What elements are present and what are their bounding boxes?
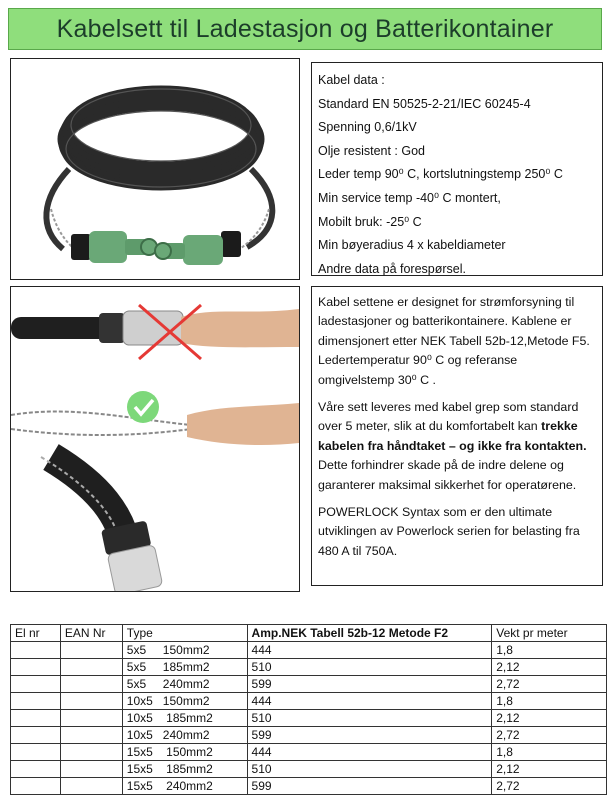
table-cell [60,761,122,778]
table-cell: 15x5 150mm2 [122,744,247,761]
table-cell [11,761,61,778]
cable-coil-illustration [11,59,299,279]
product-table [10,624,607,795]
title-banner [8,8,602,50]
table-row [11,778,607,795]
table-cell: 510 [247,659,492,676]
table-row [11,659,607,676]
table-cell [60,642,122,659]
table-cell: 599 [247,676,492,693]
table-cell: 5x5 150mm2 [122,642,247,659]
table-header-row [11,625,607,642]
table-cell: 599 [247,778,492,795]
usage-illustration-image [10,286,300,592]
right-connector [155,231,241,265]
table-row [11,744,607,761]
table-row [11,642,607,659]
table-cell [60,693,122,710]
table-cell [11,778,61,795]
table-cell: 2,72 [492,727,607,744]
table-cell: 510 [247,710,492,727]
table-cell: 599 [247,727,492,744]
description-text: Våre sett leveres med kabel grep som standard over 5 meter, slik at du komfortabelt kan [318,400,579,434]
table-cell [11,727,61,744]
table-cell [11,744,61,761]
table-cell: 2,12 [492,761,607,778]
spec-line: Standard EN 50525-2-21/IEC 60245-4 [318,96,531,111]
table-cell [11,659,61,676]
spec-line: Andre data på forespørsel. [318,261,466,276]
description-paragraph-2 [318,398,596,495]
description-box [311,286,603,586]
table-cell: 1,8 [492,693,607,710]
spec-line: Mobilt bruk: -25⁰ C [318,214,422,229]
column-header: Type [122,625,247,642]
table-cell: 10x5 185mm2 [122,710,247,727]
table-cell [60,727,122,744]
spec-line: Olje resistent : God [318,143,425,158]
table-cell: 15x5 240mm2 [122,778,247,795]
table-cell [11,710,61,727]
cable-spec-box [311,62,603,276]
table-cell [11,642,61,659]
table-cell: 1,8 [492,642,607,659]
column-header: El nr [11,625,61,642]
table-row [11,676,607,693]
spec-line: Kabel data : [318,73,385,87]
table-row [11,727,607,744]
spec-line: Min service temp -40⁰ C montert, [318,190,501,205]
table-cell: 2,72 [492,778,607,795]
page-title: Kabelsett til Ladestasjon og Batterikontainer [56,14,554,43]
table-cell: 444 [247,744,492,761]
table-cell [60,676,122,693]
table-cell [11,676,61,693]
table-cell: 444 [247,693,492,710]
spec-line: Spenning 0,6/1kV [318,120,417,135]
table-cell [60,710,122,727]
table-cell: 10x5 150mm2 [122,693,247,710]
left-connector [71,231,157,263]
table-cell: 5x5 240mm2 [122,676,247,693]
table-cell [11,693,61,710]
spec-line: Min bøyeradius 4 x kabeldiameter [318,238,506,253]
description-paragraph-3: POWERLOCK Syntax som er den ultimate utviklingen av Powerlock serien for belasting fra 480 A til 750A. [318,505,580,558]
usage-illustration [11,287,299,591]
check-icon [127,391,159,423]
column-header: Amp.NEK Tabell 52b-12 Metode F2 [247,625,492,642]
table-row [11,693,607,710]
table-cell: 5x5 185mm2 [122,659,247,676]
spec-line: Leder temp 90⁰ C, kortslutningstemp 250⁰ C [318,167,563,182]
table-cell: 2,12 [492,659,607,676]
cable-coil-image [10,58,300,280]
table-cell [60,659,122,676]
column-header: EAN Nr [60,625,122,642]
table-cell: 10x5 240mm2 [122,727,247,744]
table-cell [60,744,122,761]
description-text: Dette forhindrer skade på de indre delene og garanterer maksimal sikkerhet for operatørene. [318,458,577,492]
table-cell [60,778,122,795]
table-row [11,761,607,778]
table-cell: 1,8 [492,744,607,761]
description-paragraph-1: Kabel settene er designet for strømforsyning til ladestasjoner og batterikontainere. Kablene er dimensjonert etter NEK Tabell 52b-12,Metode F5. Ledertemperatur 90⁰ C og referanse omgivelstemp 30⁰ C . [318,295,590,387]
table-cell: 2,12 [492,710,607,727]
table-cell: 444 [247,642,492,659]
column-header: Vekt pr meter [492,625,607,642]
table-cell: 15x5 185mm2 [122,761,247,778]
table-row [11,710,607,727]
table-cell: 2,72 [492,676,607,693]
table-cell: 510 [247,761,492,778]
description-emphasis: trekke kabelen fra håndtaket – og ikke fra kontakten. [318,419,587,453]
